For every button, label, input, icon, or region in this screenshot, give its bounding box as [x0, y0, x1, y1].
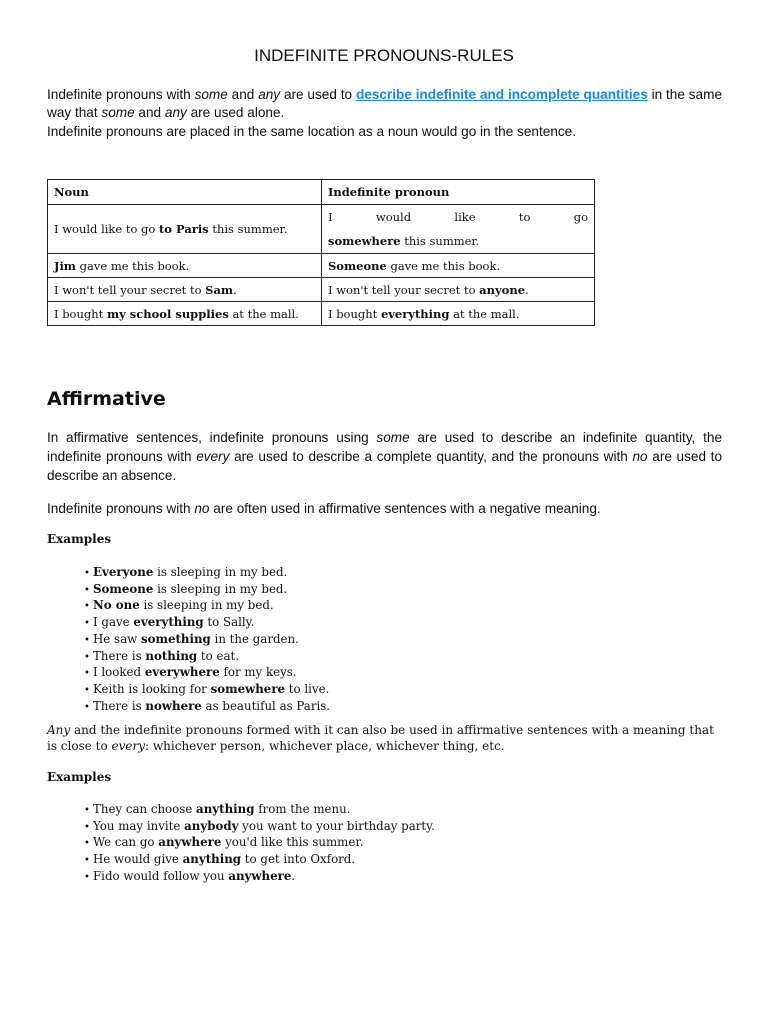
- item-text: for my keys.: [219, 665, 297, 680]
- bullet-icon: •: [84, 701, 90, 713]
- table-header-row: [48, 180, 595, 205]
- list-item: [84, 852, 435, 869]
- cell-bold: Someone: [328, 258, 387, 273]
- cell-bold: everything: [380, 306, 450, 321]
- text-span: in the same way that: [47, 87, 723, 121]
- cell-text: .: [525, 282, 529, 297]
- emphasis-every: every: [196, 449, 230, 464]
- bullet-icon: •: [84, 684, 90, 696]
- examples-list-2: [84, 802, 435, 886]
- cell-text: this summer.: [208, 222, 288, 236]
- cell-bold: to Paris: [159, 222, 209, 236]
- item-text: They can choose: [93, 802, 197, 816]
- item-bold: anything: [196, 802, 255, 816]
- bullet-icon: •: [84, 601, 90, 613]
- item-bold: Everyone: [93, 565, 154, 579]
- list-item: [84, 682, 330, 699]
- item-text: you want to your birthday party.: [238, 818, 435, 833]
- emphasis-any: any: [258, 87, 281, 102]
- list-item: [84, 869, 435, 886]
- cell-bold: my school supplies: [106, 306, 229, 321]
- examples-label: Examples: [47, 532, 112, 546]
- item-bold: anybody: [184, 818, 239, 833]
- cell-bold: somewhere: [328, 234, 401, 248]
- negative-meaning-paragraph: [47, 499, 722, 518]
- table-row: [48, 205, 595, 254]
- list-item: [84, 598, 330, 615]
- bullet-icon: •: [84, 634, 90, 646]
- bullet-icon: •: [84, 855, 90, 867]
- item-bold: anything: [182, 852, 242, 867]
- cell-text: I bought: [328, 306, 381, 321]
- emphasis-some: some: [376, 430, 410, 445]
- item-bold: No one: [93, 598, 140, 613]
- item-text: There is: [93, 648, 146, 663]
- header-text: Indefinite pronoun: [328, 185, 450, 199]
- item-text: Fido would follow you: [93, 868, 229, 883]
- list-item: [84, 802, 435, 819]
- cell-text: .: [233, 282, 237, 297]
- text-span: Indefinite pronouns with: [47, 87, 195, 102]
- table-row: [48, 278, 595, 302]
- bullet-icon: •: [84, 568, 90, 579]
- header-pronoun: [322, 180, 595, 205]
- header-text: Noun: [54, 185, 89, 199]
- item-text: in the garden.: [210, 631, 299, 646]
- cell-text: at the mall.: [228, 306, 299, 321]
- cell-text: I would like to go: [328, 210, 588, 224]
- bullet-icon: •: [84, 871, 90, 883]
- text-span: are used to describe an absence.: [47, 449, 723, 483]
- examples-label-2: Examples: [47, 770, 112, 784]
- item-text: You may invite: [93, 818, 185, 833]
- cell-text: gave me this book.: [75, 258, 190, 273]
- bullet-icon: •: [84, 821, 90, 833]
- text-span: and: [134, 105, 165, 121]
- item-text: to live.: [285, 681, 330, 696]
- item-bold: nothing: [145, 648, 198, 663]
- item-text: as beautiful as Paris.: [201, 698, 331, 713]
- table-row: [48, 254, 595, 278]
- list-item: [84, 582, 330, 599]
- table-cell: [322, 278, 595, 302]
- text-span: Indefinite pronouns with: [47, 501, 195, 516]
- table-cell: [322, 205, 595, 254]
- cell-text: I would like to go: [54, 222, 159, 236]
- item-bold: Someone: [93, 581, 154, 596]
- item-text: I gave: [93, 615, 134, 630]
- cell-bold: Jim: [54, 258, 76, 273]
- page-title: INDEFINITE PRONOUNS-RULES: [254, 46, 514, 65]
- bullet-icon: •: [84, 838, 90, 850]
- bullet-icon: •: [84, 584, 90, 596]
- emphasis-no: no: [632, 449, 648, 464]
- list-item: [84, 835, 435, 852]
- text-span: are used to: [280, 87, 356, 102]
- item-bold: everything: [133, 615, 204, 630]
- table-cell: [48, 205, 322, 254]
- examples-list: [84, 565, 330, 715]
- text-span: are used alone.: [186, 105, 285, 121]
- emphasis-some: some: [194, 87, 228, 102]
- intro-paragraph: [47, 86, 722, 123]
- cell-text: gave me this book.: [386, 258, 501, 273]
- any-paragraph: [47, 723, 722, 754]
- table-cell: [322, 302, 595, 326]
- item-text: He saw: [93, 631, 141, 646]
- item-bold: anywhere: [158, 835, 222, 850]
- table-row: [48, 302, 595, 326]
- item-text: There is: [93, 698, 146, 713]
- item-text: .: [291, 868, 296, 883]
- cell-bold: Sam: [205, 282, 234, 297]
- item-bold: everywhere: [144, 665, 220, 680]
- item-bold: nowhere: [145, 698, 202, 713]
- item-text: Keith is looking for: [93, 681, 211, 696]
- text-span: are used to describe an indefinite quantity, the indefinite pronouns with: [47, 430, 722, 464]
- text-span: In affirmative sentences, indefinite pronouns using: [47, 430, 377, 445]
- quantities-link[interactable]: describe indefinite and incomplete quantities: [355, 87, 648, 102]
- list-item: [84, 819, 435, 836]
- item-text: to Sally.: [203, 615, 255, 630]
- cell-text: at the mall.: [449, 306, 520, 321]
- text-span: and: [227, 87, 259, 102]
- emphasis-no: no: [194, 501, 210, 516]
- item-text: He would give: [93, 852, 183, 867]
- list-item: [84, 665, 330, 682]
- item-text: from the menu.: [254, 802, 351, 816]
- intro-section: [47, 86, 722, 141]
- comparison-table: [47, 179, 595, 326]
- bullet-icon: •: [84, 668, 90, 680]
- item-text: you'd like this summer.: [221, 835, 364, 850]
- bullet-icon: •: [84, 618, 90, 630]
- text-span: are used to describe a complete quantity, and the pronouns with: [229, 449, 633, 464]
- list-item: [84, 615, 330, 632]
- table-cell: [322, 254, 595, 278]
- list-item: [84, 565, 330, 582]
- text-span: are often used in affirmative sentences with a negative meaning.: [209, 501, 601, 516]
- header-noun: [48, 180, 322, 205]
- item-text: is sleeping in my bed.: [139, 598, 274, 613]
- item-text: is sleeping in my bed.: [153, 565, 288, 579]
- cell-bold: anyone: [479, 282, 526, 297]
- item-bold: something: [140, 631, 211, 646]
- bullet-icon: •: [84, 651, 90, 663]
- cell-text: this summer.: [400, 234, 480, 248]
- item-text: to get into Oxford.: [241, 852, 356, 867]
- affirmative-paragraph: [47, 428, 722, 485]
- item-text: We can go: [93, 835, 159, 850]
- emphasis-any: any: [164, 105, 187, 121]
- text-span: and the indefinite pronouns formed with it can also be used in affirmative sentences with a meaning that is close to: [47, 723, 714, 753]
- table-cell: [48, 302, 322, 326]
- list-item: [84, 699, 330, 716]
- emphasis-some: some: [101, 105, 135, 121]
- item-text: to eat.: [197, 648, 240, 663]
- list-item: [84, 632, 330, 649]
- section-heading-affirmative: Affirmative: [47, 388, 166, 410]
- cell-text: I bought: [54, 306, 107, 321]
- cell-text: I won't tell your secret to: [54, 282, 206, 297]
- item-bold: anywhere: [228, 868, 292, 883]
- emphasis-every: every: [111, 738, 146, 753]
- bullet-icon: •: [84, 805, 90, 816]
- table-cell: [48, 254, 322, 278]
- cell-text: I won't tell your secret to: [328, 282, 480, 297]
- item-text: is sleeping in my bed.: [153, 581, 288, 596]
- list-item: [84, 649, 330, 666]
- text-span: : whichever person, whichever place, whichever thing, etc.: [145, 738, 505, 753]
- item-bold: somewhere: [210, 681, 286, 696]
- intro-paragraph-2: Indefinite pronouns are placed in the same location as a noun would go in the sentence.: [47, 123, 577, 139]
- item-text: I looked: [93, 665, 145, 680]
- table-cell: [48, 278, 322, 302]
- emphasis-any: Any: [47, 723, 71, 737]
